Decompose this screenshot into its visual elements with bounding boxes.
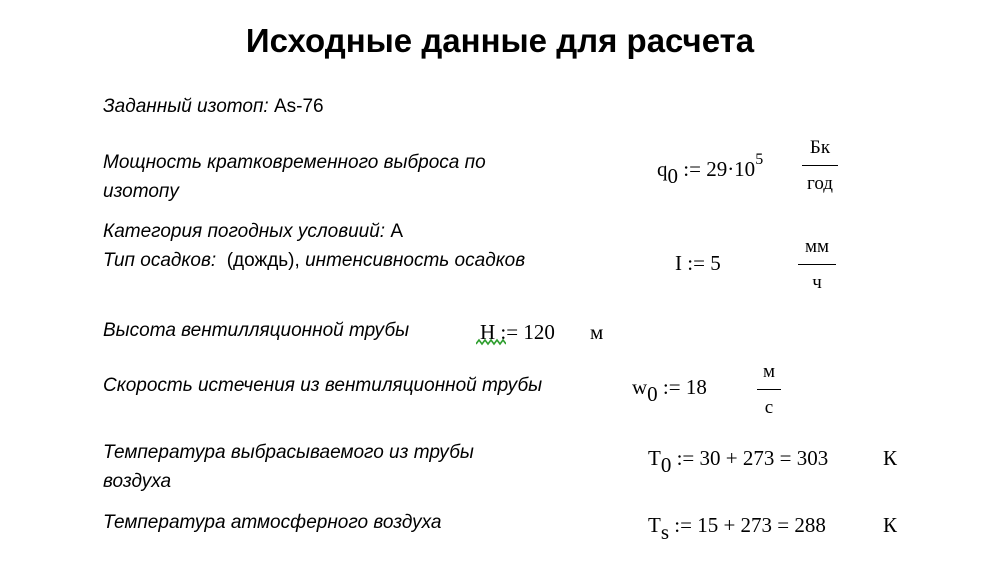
power-label [103, 148, 486, 206]
temp-air-expr: 15 + 273 = 288 [697, 513, 826, 537]
velocity-label: Скорость истечения из вентиляционной трубы [103, 375, 543, 396]
isotope-value: As-76 [273, 96, 324, 117]
temp-air-label: Температура атмосферного воздуха [103, 512, 442, 533]
temp-exhaust-assign: := [676, 446, 695, 470]
precip-formula [675, 251, 721, 275]
precip-var: I [675, 251, 682, 275]
precip-label-end: интенсивность осадков [305, 250, 526, 271]
power-label-line1: Мощность кратковременного выброса по [103, 152, 486, 173]
height-value: 120 [523, 320, 555, 344]
power-formula [657, 151, 764, 188]
velocity-unit [757, 361, 781, 419]
isotope-label: Заданный изотоп: [103, 96, 269, 117]
velocity-value: 18 [685, 375, 707, 399]
power-unit [802, 137, 838, 195]
precip-label-start: Тип осадков: [103, 250, 217, 271]
temp-exhaust-label [103, 438, 474, 496]
power-label-line2: изотопу [103, 181, 179, 202]
temp-exhaust-var: T [648, 446, 661, 470]
temp-exhaust-expr: 30 + 273 = 303 [699, 446, 829, 470]
temp-exhaust-label-line1: Температура выбрасываемого из трубы [103, 442, 474, 463]
height-assign: := [500, 320, 519, 344]
velocity-sub: 0 [647, 382, 658, 406]
velocity-var: w [632, 375, 648, 399]
temp-air-formula [648, 513, 826, 544]
temp-exhaust-label-line2: воздуха [103, 471, 172, 492]
velocity-formula [632, 375, 707, 406]
temp-air-var: T [648, 513, 661, 537]
height-var: H [480, 320, 496, 344]
isotope-row [103, 92, 324, 121]
fraction-bar [757, 389, 781, 390]
weather-row [103, 217, 403, 246]
velocity-assign: := [662, 375, 681, 399]
height-label: Высота вентилляционной трубы [103, 320, 410, 341]
power-var: q [657, 157, 668, 181]
spellcheck-squiggle-icon [476, 338, 506, 346]
precip-assign: := [687, 251, 705, 275]
page-title: Исходные данные для расчета [245, 22, 755, 59]
weather-value: А [390, 221, 404, 242]
temp-air-unit: К [883, 513, 898, 537]
temp-air-sub: s [660, 520, 670, 544]
velocity-unit-den: с [764, 397, 774, 418]
precip-unit [798, 236, 836, 294]
height-unit: м [590, 320, 604, 344]
power-exponent: 5 [755, 151, 764, 168]
power-unit-den: год [807, 173, 833, 194]
fraction-bar [798, 264, 836, 265]
temp-exhaust-formula [648, 446, 829, 477]
velocity-unit-num: м [762, 361, 776, 382]
power-assign: := [683, 157, 701, 181]
precip-value: 5 [710, 251, 721, 275]
precip-unit-num: мм [804, 236, 830, 257]
temp-exhaust-sub: 0 [660, 453, 672, 477]
power-sub: 0 [667, 164, 678, 188]
temp-air-assign: := [674, 513, 692, 537]
precip-unit-den: ч [812, 272, 822, 293]
fraction-bar [802, 165, 838, 166]
precip-label-paren: (дождь), [226, 250, 300, 271]
power-unit-num: Бк [809, 137, 831, 158]
power-mantissa: 29·10 [706, 157, 756, 181]
temp-exhaust-unit: К [883, 446, 898, 470]
weather-label: Категория погодных условиий: [103, 221, 386, 242]
precip-row [103, 246, 525, 275]
